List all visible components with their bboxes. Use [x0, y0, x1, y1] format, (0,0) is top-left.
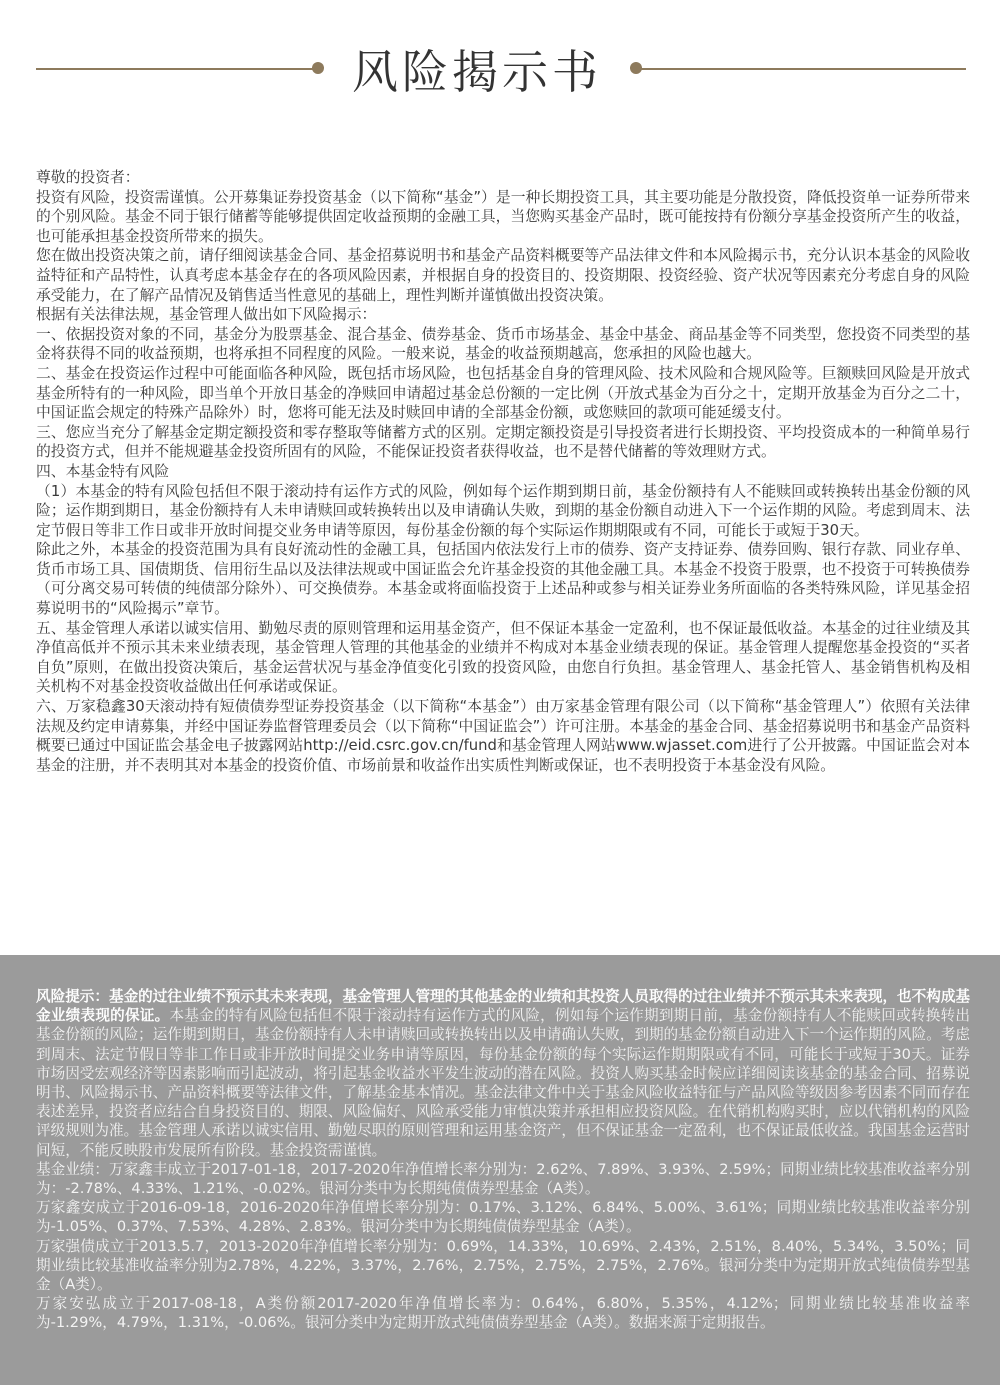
- page-header: [0, 0, 1000, 110]
- paragraph-item-6: 六、万家稳鑫30天滚动持有短债债券型证券投资基金（以下简称“本基金”）由万家基金管理有限公司（以下简称“基金管理人”）依照有关法律法规及约定申请募集，并经中国证券监督管理委员会（以下简称“中国证监会”）许可注册。本基金的基金合同、基金招募说明书和基金产品资料概要已通过中国证监会基金电子披露网站http://eid.csrc.gov.cn/fund和基金管理人网站www.wjasset.com进行了公开披露。中国证监会对本基金的注册，并不表明其对本基金的投资价值、市场前景和收益作出实质性判断或保证，也不表明投资于本基金没有风险。: [36, 698, 970, 774]
- performance-xinan: 万家鑫安成立于2016-09-18，2016-2020年净值增长率分别为：0.17%、3.12%、6.84%、5.00%、3.61%；同期业绩比较基准收益率分别为-1.05%、0.37%、7.53%、4.28%、2.83%。银河分类中为长期纯债债券型基金（A类）。: [36, 1199, 970, 1236]
- page-title: 风险揭示书: [352, 45, 602, 99]
- title-rule-left: [36, 68, 318, 70]
- paragraph-intro: 投资有风险，投资需谨慎。公开募集证券投资基金（以下简称“基金”）是一种长期投资工具，其主要功能是分散投资，降低投资单一证券所带来的个别风险。基金不同于银行储蓄等能够提供固定收益预期的金融工具，当您购买基金产品时，既可能按持有份额分享基金投资所产生的收益，也可能承担基金投资所带来的损失。: [36, 188, 970, 245]
- risk-notice-lead: [36, 987, 970, 1160]
- risk-notice-rest: 本基金的特有风险包括但不限于滚动持有运作方式的风险，例如每个运作期到期日前，基金份额持有人不能赎回或转换转出基金份额的风险；运作期到期日，基金份额持有人未申请赎回或转换转出以及申请确认失败，到期的基金份额自动进入下一个运作期的风险。考虑到周末、法定节假日等非工作日或非开放时间提交业务申请等原因，每份基金份额的每个实际运作期期限或有不同，可能长于或短于30天。证券市场因受宏观经济等因素影响而引起波动，将引起基金收益水平发生波动的潜在风险。投资人购买基金时候应详细阅读该基金的基金合同、招募说明书、风险揭示书、产品资料概要等法律文件，了解基金基本情况。基金法律文件中关于基金风险收益特征与产品风险等级因参考因素不同而存在表述差异，投资者应结合自身投资目的、期限、风险偏好、风险承受能力审慎决策并承担相应投资风险。在代销机构购买时，应以代销机构的风险评级规则为准。基金管理人承诺以诚实信用、勤勉尽职的原则管理和运用基金资产，但不保证基金一定盈利，也不保证最低收益。我国基金运营时间短，不能反映股市发展所有阶段。基金投资需谨慎。: [36, 1007, 971, 1159]
- title-dot-left: [312, 62, 324, 74]
- paragraph-item-4-1: （1）本基金的特有风险包括但不限于滚动持有运作方式的风险，例如每个运作期到期日前，基金份额持有人不能赎回或转换转出基金份额的风险；运作期到期日，基金份额持有人未申请赎回或转换转出以及申请确认失败，到期的基金份额自动进入下一个运作期的风险。考虑到周末、法定节假日等非工作日或非开放时间提交业务申请等原因，每份基金份额的每个实际运作期期限或有不同，可能长于或短于30天。: [36, 482, 970, 539]
- performance-xinfeng: 基金业绩：万家鑫丰成立于2017-01-18，2017-2020年净值增长率分别为：2.62%、7.89%、3.93%、2.59%；同期业绩比较基准收益率分别为：-2.78%、4.33%、1.21%、-0.02%。银河分类中为长期纯债债券型基金（A类）。: [36, 1160, 970, 1198]
- paragraph-item-3: 三、您应当充分了解基金定期定额投资和零存整取等储蓄方式的区别。定期定额投资是引导投资者进行长期投资、平均投资成本的一种简单易行的投资方式，但并不能规避基金投资所固有的风险，不能保证投资者获得收益，也不是替代储蓄的等效理财方式。: [36, 423, 970, 461]
- performance-qiangzhai: 万家强债成立于2013.5.7，2013-2020年净值增长率分别为：0.69%，14.33%，10.69%、2.43%，2.51%，8.40%，5.34%，3.50%；同期业绩比较基准收益率分别为2.78%，4.22%，3.37%，2.76%，2.75%，2.75%，2.75%，2.76%。银河分类中为定期开放式纯债债券型基金（A类）。: [36, 1237, 970, 1294]
- paragraph-item-4-investment-scope: 除此之外，本基金的投资范围为具有良好流动性的金融工具，包括国内依法发行上市的债券、资产支持证券、债券回购、银行存款、同业存单、货币市场工具、国债期货、信用衍生品以及法律法规或中国证监会允许基金投资的其他金融工具。本基金不投资于股票，也不投资于可转换债券（可分离交易可转债的纯债部分除外）、可交换债券。本基金或将面临投资于上述品种或参与相关证券业务所面临的各类特殊风险，详见基金招募说明书的“风险揭示”章节。: [36, 541, 970, 618]
- paragraph-item-5: 五、基金管理人承诺以诚实信用、勤勉尽责的原则管理和运用基金资产，但不保证本基金一定盈利，也不保证最低收益。本基金的过往业绩及其净值高低并不预示其未来业绩表现，基金管理人管理的其他基金的业绩并不构成对本基金业绩表现的保证。基金管理人提醒您基金投资的“买者自负”原则，在做出投资决策后，基金运营状况与基金净值变化引致的投资风险，由您自行负担。基金管理人、基金托管人、基金销售机构及相关机构不对基金投资收益做出任何承诺或保证。: [36, 619, 970, 696]
- risk-notice-text: [36, 987, 970, 1333]
- paragraph-item-2: 二、基金在投资运作过程中可能面临各种风险，既包括市场风险，也包括基金自身的管理风险、技术风险和合规风险等。巨额赎回风险是开放式基金所特有的一种风险，即当单个开放日基金的净赎回申请超过基金总份额的一定比例（开放式基金为百分之十，定期开放基金为百分之二十，中国证监会规定的特殊产品除外）时，您将可能无法及时赎回申请的全部基金份额，或您赎回的款项可能延缓支付。: [36, 364, 970, 422]
- disclosure-body: [36, 168, 970, 775]
- paragraph-item-4-heading: 四、本基金特有风险: [36, 462, 170, 480]
- title-rule-right: [640, 68, 966, 70]
- paragraph-item-1: 一、依据投资对象的不同，基金分为股票基金、混合基金、债券基金、货币市场基金、基金中基金、商品基金等不同类型，您投资不同类型的基金将获得不同的收益预期，也将承担不同程度的风险。一般来说，基金的收益预期越高，您承担的风险也越大。: [36, 325, 970, 363]
- risk-notice-bold: 风险提示：基金的过往业绩不预示其未来表现，基金管理人管理的其他基金的业绩和其投资人员取得的过往业绩并不预示其未来表现，也不构成基金业绩表现的保证。: [36, 988, 971, 1025]
- salutation: 尊敬的投资者：: [36, 169, 140, 186]
- paragraph-read-docs: 您在做出投资决策之前，请仔细阅读基金合同、基金招募说明书和基金产品资料概要等产品法律文件和本风险揭示书，充分认识本基金的风险收益特征和产品特性，认真考虑本基金存在的各项风险因素，并根据自身的投资目的、投资期限、投资经验、资产状况等因素充分考虑自身的风险承受能力，在了解产品情况及销售适当性意见的基础上，理性判断并谨慎做出投资决策。: [36, 247, 970, 304]
- paragraph-disclosure-lead: 根据有关法律法规，基金管理人做出如下风险揭示：: [36, 306, 377, 324]
- performance-anhong: 万家安弘成立于2017-08-18，A类份额2017-2020年净值增长率为：0.64%，6.80%，5.35%，4.12%；同期业绩比较基准收益率为-1.29%，4.79%，1.31%，-0.06%。银河分类中为定期开放式纯债债券型基金（A类）。数据来源于定期报告。: [36, 1295, 970, 1332]
